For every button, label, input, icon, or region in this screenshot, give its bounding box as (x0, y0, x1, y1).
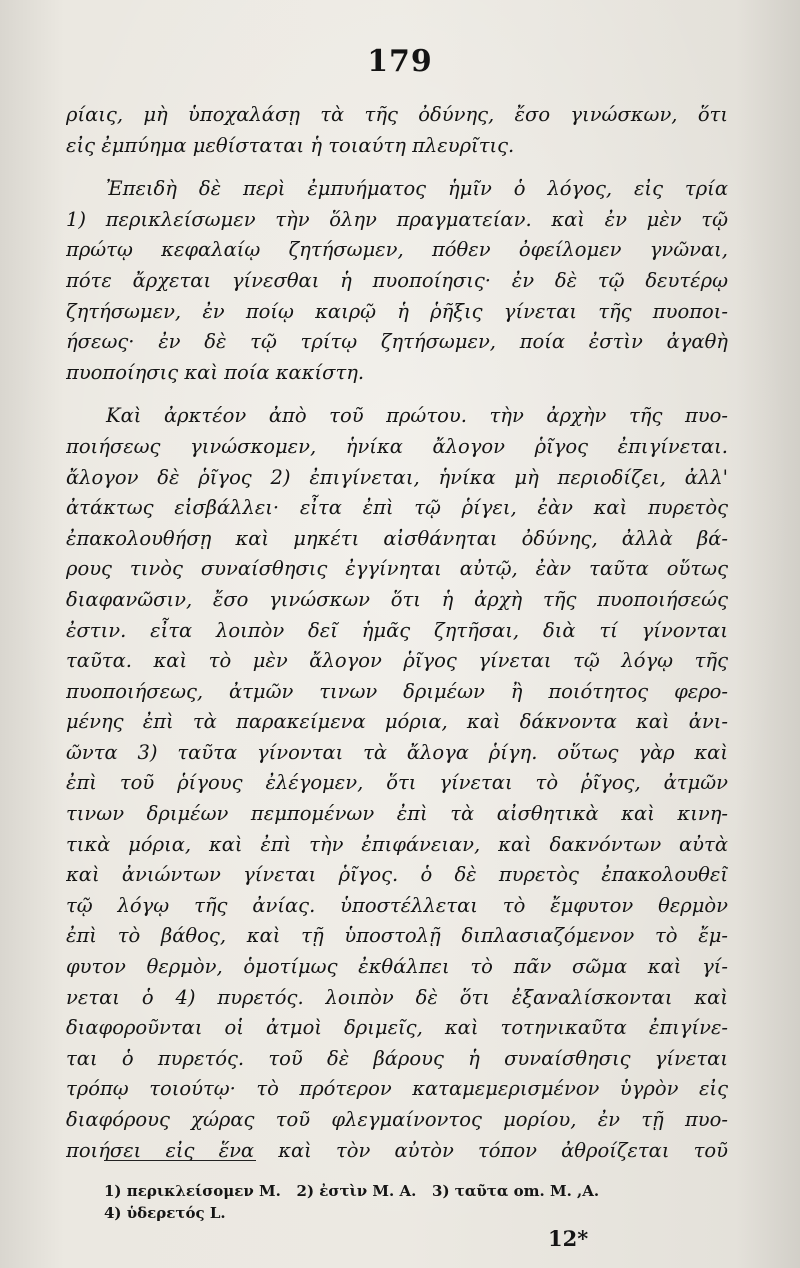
text-line: νεται ὁ 4) πυρετός. λοιπὸν δὲ ὅτι ἐξαναλίσκονται καὶ (66, 985, 728, 1009)
text-line: μένης ἐπὶ τὰ παρακείμενα μόρια, καὶ δάκνοντα καὶ ἀνι- (66, 710, 728, 734)
signature-mark: 12* (548, 1226, 589, 1251)
text-line: διαφοροῦνται οἱ ἀτμοὶ δριμεῖς, καὶ τοτηνικαῦτα ἐπιγίνε- (66, 1016, 728, 1040)
text-line: πυοποίησις καὶ ποία κακίστη. (66, 360, 365, 384)
text-line: ται ὁ πυρετός. τοῦ δὲ βάρους ἡ συναίσθησις γίνεται (66, 1046, 728, 1070)
text-line: φυτον θερμὸν, ὁμοτίμως ἐκθάλπει τὸ πᾶν σῶμα καὶ γί- (66, 955, 728, 979)
body-text (66, 100, 728, 1166)
text-line: εἰς ἐμπύημα μεθίσταται ἡ τοιαύτη πλευρῖτις. (66, 133, 515, 157)
text-line: τῷ λόγῳ τῆς ἀνίας. ὑποστέλλεται τὸ ἔμφυτον θερμὸν (66, 893, 728, 917)
text-line: ἐστιν. εἶτα λοιπὸν δεῖ ἡμᾶς ζητῆσαι, διὰ τί γίνονται (66, 618, 728, 642)
text-line: καὶ ἀνιώντων γίνεται ῥῖγος. ὁ δὲ πυρετὸς ἐπακολουθεῖ (66, 863, 728, 887)
text-line: Ἐπειδὴ δὲ περὶ ἐμπυήματος ἡμῖν ὁ λόγος, εἰς τρία (106, 177, 728, 201)
text-line: ἄλογον δὲ ῥῖγος 2) ἐπιγίνεται, ἡνίκα μὴ περιοδίζει, ἀλλ' (66, 465, 728, 489)
text-line: ποιήσει εἰς ἕνα καὶ τὸν αὐτὸν τόπον ἀθροίζεται τοῦ (66, 1138, 728, 1162)
footnote-line: 1) περικλείσομεν M. 2) ἐστὶν M. A. 3) ταῦτα om. M. ,A. (104, 1182, 600, 1200)
text-line: ποιήσεως γινώσκομεν, ἡνίκα ἄλογον ῥῖγος ἐπιγίνεται. (66, 434, 728, 458)
text-line: τρόπῳ τοιούτῳ· τὸ πρότερον καταμεμερισμένον ὑγρὸν εἰς (66, 1077, 728, 1101)
text-line: πότε ἄρχεται γίνεσθαι ἡ πυοποίησις· ἐν δὲ τῷ δευτέρῳ (66, 268, 728, 292)
text-line: ήσεως· ἐν δὲ τῷ τρίτῳ ζητήσωμεν, ποία ἐστὶν ἀγαθὴ (66, 330, 728, 354)
text-line: ἐπακολουθήσῃ καὶ μηκέτι αἰσθάνηται ὀδύνης, ἀλλὰ βά- (66, 526, 728, 550)
text-line: ἐπὶ τὸ βάθος, καὶ τῇ ὑποστολῇ διπλασιαζόμενον τὸ ἔμ- (66, 924, 728, 948)
text-line: ταῦτα. καὶ τὸ μὲν ἄλογον ῥῖγος γίνεται τῷ λόγῳ τῆς (66, 649, 728, 673)
text-line: πυοποιήσεως, ἀτμῶν τινων δριμέων ἢ ποιότητος φερο- (66, 679, 728, 703)
page-number: 179 (367, 44, 433, 79)
text-line: ρους τινὸς συναίσθησις ἐγγίνηται αὐτῷ, ἐὰν ταῦτα οὕτως (66, 557, 728, 581)
text-line: τινων δριμέων πεμπομένων ἐπὶ τὰ αἰσθητικὰ καὶ κινη- (66, 802, 728, 826)
footnote-divider (104, 1160, 256, 1161)
text-line: ῶντα 3) ταῦτα γίνονται τὰ ἄλογα ῥίγη. οὕτως γὰρ καὶ (66, 740, 728, 764)
text-line: ρίαις, μὴ ὑποχαλάσῃ τὰ τῆς ὀδύνης, ἔσο γινώσκων, ὅτι (66, 103, 728, 126)
text-line: τικὰ μόρια, καὶ ἐπὶ τὴν ἐπιφάνειαν, καὶ δακνόντων αὐτὰ (66, 832, 728, 856)
text-line: ἐπὶ τοῦ ῥίγους ἐλέγομεν, ὅτι γίνεται τὸ ῥῖγος, ἀτμῶν (66, 771, 728, 795)
text-line: 1) περικλείσωμεν τὴν ὅλην πραγματείαν. καὶ ἐν μὲν τῷ (66, 207, 728, 231)
footnotes (104, 1180, 744, 1224)
text-line: ἀτάκτως εἰσβάλλει· εἶτα ἐπὶ τῷ ῥίγει, ἐὰν καὶ πυρετὸς (66, 496, 728, 520)
text-line: διαφόρους χώρας τοῦ φλεγμαίνοντος μορίου, ἐν τῇ πυο- (66, 1108, 728, 1131)
text-line: διαφανῶσιν, ἔσο γινώσκων ὅτι ἡ ἀρχὴ τῆς πυοποιήσεώς (66, 587, 728, 611)
footnote-line: 4) ὑδερετός L. (104, 1204, 226, 1222)
text-line: πρώτῳ κεφαλαίῳ ζητήσωμεν, πόθεν ὀφείλομεν γνῶναι, (66, 238, 728, 262)
text-line: Καὶ ἀρκτέον ἀπὸ τοῦ πρώτου. τὴν ἀρχὴν τῆς πυο- (106, 404, 728, 428)
text-line: ζητήσωμεν, ἐν ποίῳ καιρῷ ἡ ῥῆξις γίνεται τῆς πυοποι- (66, 299, 728, 323)
